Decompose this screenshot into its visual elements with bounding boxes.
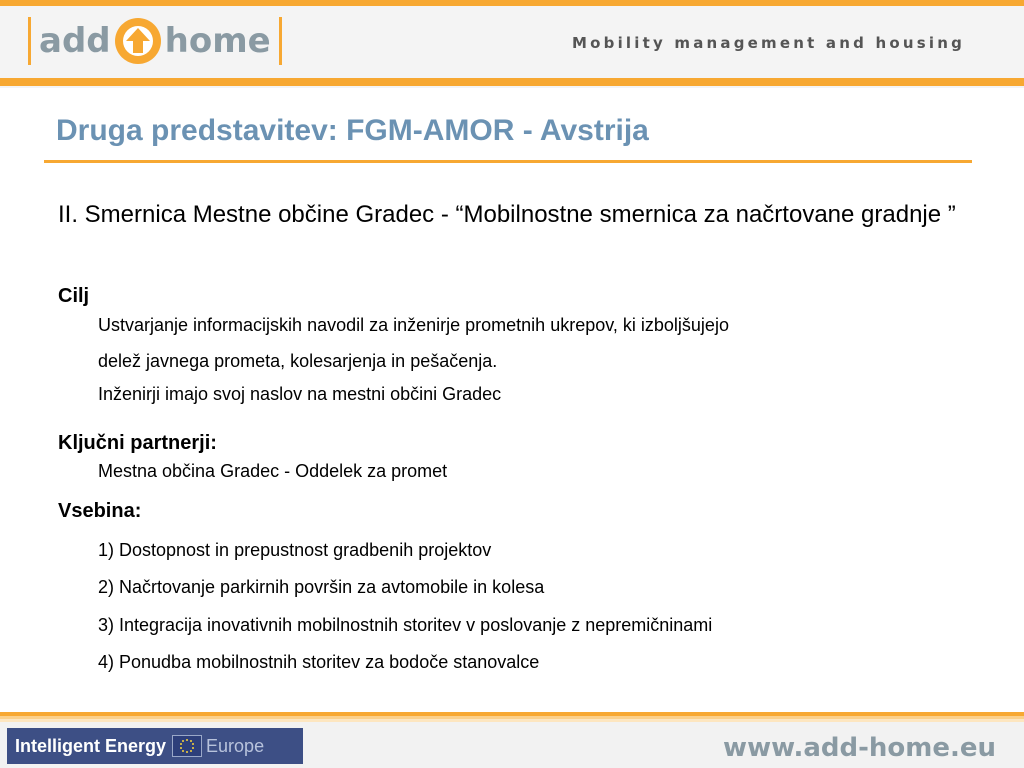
section-heading-partners: Ključni partnerji: (58, 432, 217, 454)
intro-paragraph: II. Smernica Mestne občine Gradec - “Mobilnostne smernica za načrtovane gradnje ” (58, 201, 956, 228)
up-arrow-house-icon (115, 18, 161, 64)
footer-stripes (0, 712, 1024, 722)
cilj-line: Ustvarjanje informacijskih navodil za inženirje prometnih ukrepov, ki izboljšujejo (98, 315, 729, 335)
vsebina-item: 1) Dostopnost in prepustnost gradbenih projektov (98, 540, 492, 560)
partners-line: Mestna občina Gradec - Oddelek za promet (98, 461, 448, 481)
logo-left-bar (28, 17, 31, 65)
header-tagline: Mobility management and housing (572, 34, 966, 52)
cilj-line: delež javnega prometa, kolesarjenja in pešačenja. (98, 351, 498, 371)
eu-flag-icon (172, 735, 202, 757)
header-divider (0, 78, 1024, 86)
slide-title: Druga predstavitev: FGM-AMOR - Avstrija (56, 114, 649, 147)
iee-program-region: Europe (206, 735, 265, 756)
vsebina-item: 2) Načrtovanje parkirnih površin za avtomobile in kolesa (98, 577, 545, 597)
section-heading-vsebina: Vsebina: (58, 500, 142, 522)
intelligent-energy-europe-logo (7, 728, 303, 764)
logo-right-bar (279, 17, 282, 65)
vsebina-item: 4) Ponudba mobilnostnih storitev za bodoče stanovalce (98, 652, 540, 672)
vsebina-item: 3) Integracija inovativnih mobilnostnih storitev v poslovanje z nepremičninami (98, 615, 713, 635)
website-link[interactable]: www.add-home.eu (723, 733, 996, 763)
logo-text-add: add (39, 21, 111, 61)
section-heading-cilj: Cilj (58, 285, 90, 307)
logo-text-home: home (164, 21, 271, 61)
iee-program-name: Intelligent Energy (15, 735, 167, 756)
title-underline (44, 160, 972, 163)
add-home-logo (28, 16, 282, 66)
cilj-line: Inženirji imajo svoj naslov na mestni občini Gradec (98, 384, 502, 404)
